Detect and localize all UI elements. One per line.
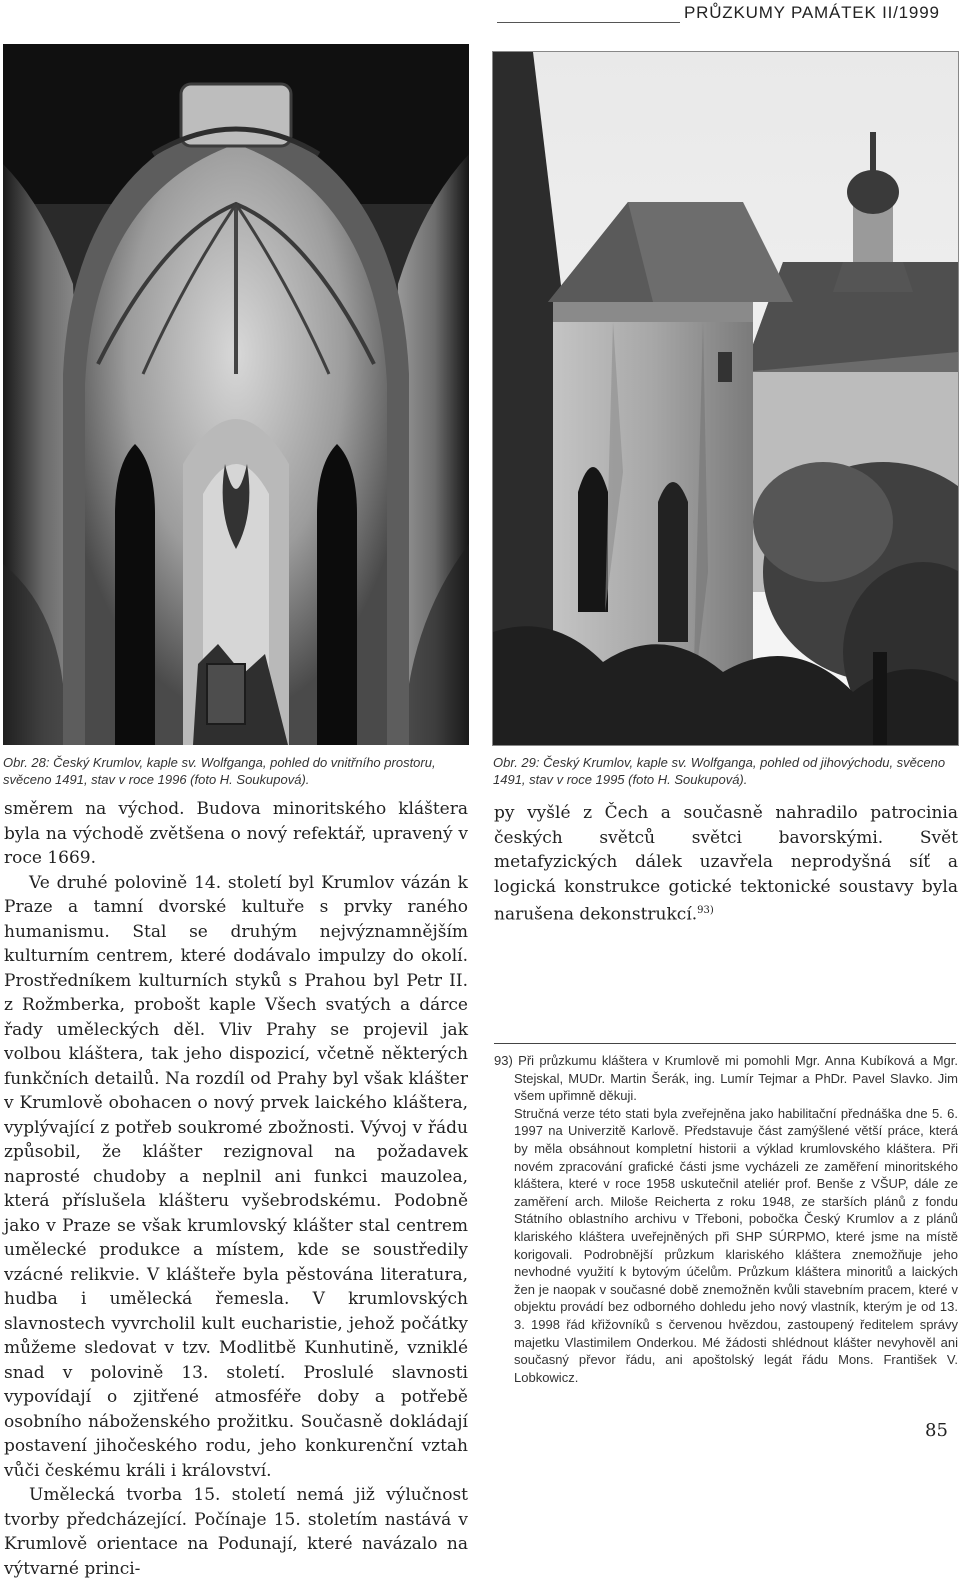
- figure-29-caption: Obr. 29: Český Krumlov, kaple sv. Wolfganga, pohled od jihovýchodu, svěceno 1491, stav v roce 1995 (foto H. Soukupová).: [493, 755, 946, 787]
- figure-28-caption: Obr. 28: Český Krumlov, kaple sv. Wolfganga, pohled do vnitřního prostoru, svěceno 1491, stav v roce 1996 (foto H. Soukupová).: [3, 755, 436, 787]
- body-paragraph-text: py vyšlé z Čech a současně nahradilo patrocinia českých světců světci bavorskými. Svět metafyzických dálek uzavřela neprodyšná síť a logická konstrukce gotické tektonické soustavy byla narušena dekonstrukcí.: [494, 803, 958, 925]
- footnote-paragraph: Stručná verze této stati byla zveřejněna jako habilitační přednáška dne 5. 6. 1997 na Univerzitě Karlově. Představuje část zamýšlené větší práce, která by měla obsáhnout kompletní historii a výklad krumlovského kláštera. Při novém zpracování grafické části jsme vycházeli ze zaměření minoritského kláštera, které v roce 1958 uskutečnil ateliér prof. Benše z VŠUP, dále ze zaměření arch. Miloše Reicherta z roku 1948, ze starších plánů z fondu Státního oblastního archivu v Třeboni, pobočka Český Krumlov a z plánů klariského kláštera uveřejněných při SHP SÚRPMO, které jsme na místě korigovali. Podrobnější průzkum klariského kláštera znemožňuje jeho nevhodné využití k bytovým účelům. Průzkum kláštera minoritů a laických žen je naopak v současné době znemožněn kvůli stavebním pracem, které v objektu provádí bez odborného dohledu jeho nový vlastník, kterým je od 13. 3. 1998 řád křižovníků s červenou hvězdou, zastoupený ředitelem správy majetku Vlastimilem Onderkou. Mé žádosti shlédnout klášter nevyhověl ani současný převor řádu, ani apoštolský legát řádu Mons. František V. Lobkowicz.: [514, 1105, 958, 1385]
- footnote-marker: 93): [494, 1053, 513, 1068]
- footnote-93: [494, 1052, 958, 1386]
- figure-29-photo: [492, 51, 959, 746]
- footnote-text: Při průzkumu kláštera v Krumlově mi pomohli Mgr. Anna Kubíková a Mgr. Stejskal, MUDr. Martin Šerák, ing. Lumír Tejmar a PhDr. Pavel Slavko. Jim všem upřimně děkuji.: [514, 1053, 958, 1104]
- footnote-paragraph: [494, 1052, 958, 1105]
- body-paragraph: Ve druhé polovině 14. století byl Krumlov vázán k Praze a tamní dvorské kultuře s prvky raného humanismu. Stal se druhým nejvýznamnějším kulturním centrem, které dodávalo impulzy do okolí. Prostředníkem kulturních styků s Prahou byl Petr II. z Rožmberka, probošt kaple Všech svatých a dárce řady uměleckých děl. Vliv Prahy se projevil jak volbou kláštera, tak jeho dispozicí, včetně některých funkčních detailů. Na rozdíl od Prahy byl však klášter v Krumlově obohacen o nový prvek laického kláštera, vyplývající z potřeb soukromé zbožnosti. Vývoj v řádu způsobil, že klášter rezignoval na požadavek naprosté chudoby a neplnil ani funkci mauzolea, která příslušela klášteru vyšebrodskému. Podobně jako v Praze se však krumlovský klášter stal centrem umělecké produkce a místem, kde se soustředily vzácné relikvie. V klášteře byla pěstována literatura, hudba i umělecká řemesla. V krumlovských slavnostech vyvrcholil kult eucharistie, jehož počátky můžeme sledovat v tzv. Modlitbě Kunhutině, vzniklé snad v polovině 13. století. Proslulé slavnosti vypovídají o zjitřené atmosféře doby a potřebě osobního náboženského prožitku. Současně dokládají postavení jihočeského rodu, jeho konkurenční vztah vůči českému králi i království.: [4, 872, 468, 1481]
- chapel-interior-image: [3, 44, 469, 745]
- page-number: 85: [925, 1420, 948, 1441]
- body-paragraph: Umělecká tvorba 15. století nemá již výlučnost tvorby předcházející. Počínaje 15. stoletím nastává v Krumlově orientace na Podunají, které navázalo na výtvarné princi-: [4, 1485, 468, 1579]
- chapel-exterior-image: [493, 52, 958, 745]
- header-rule: [497, 22, 680, 23]
- body-paragraph: směrem na východ. Budova minoritského kláštera byla na východě zvětšena o nový refektář, upravený v roce 1669.: [4, 799, 468, 868]
- figure-28-photo: [3, 44, 469, 745]
- body-column-left: [4, 797, 468, 1581]
- running-head: PRŮZKUMY PAMÁTEK II/1999: [684, 3, 940, 22]
- footnote-separator: [494, 1043, 956, 1044]
- body-column-right: [494, 801, 958, 927]
- footnote-reference[interactable]: 93): [697, 905, 714, 916]
- body-paragraph: [494, 801, 958, 927]
